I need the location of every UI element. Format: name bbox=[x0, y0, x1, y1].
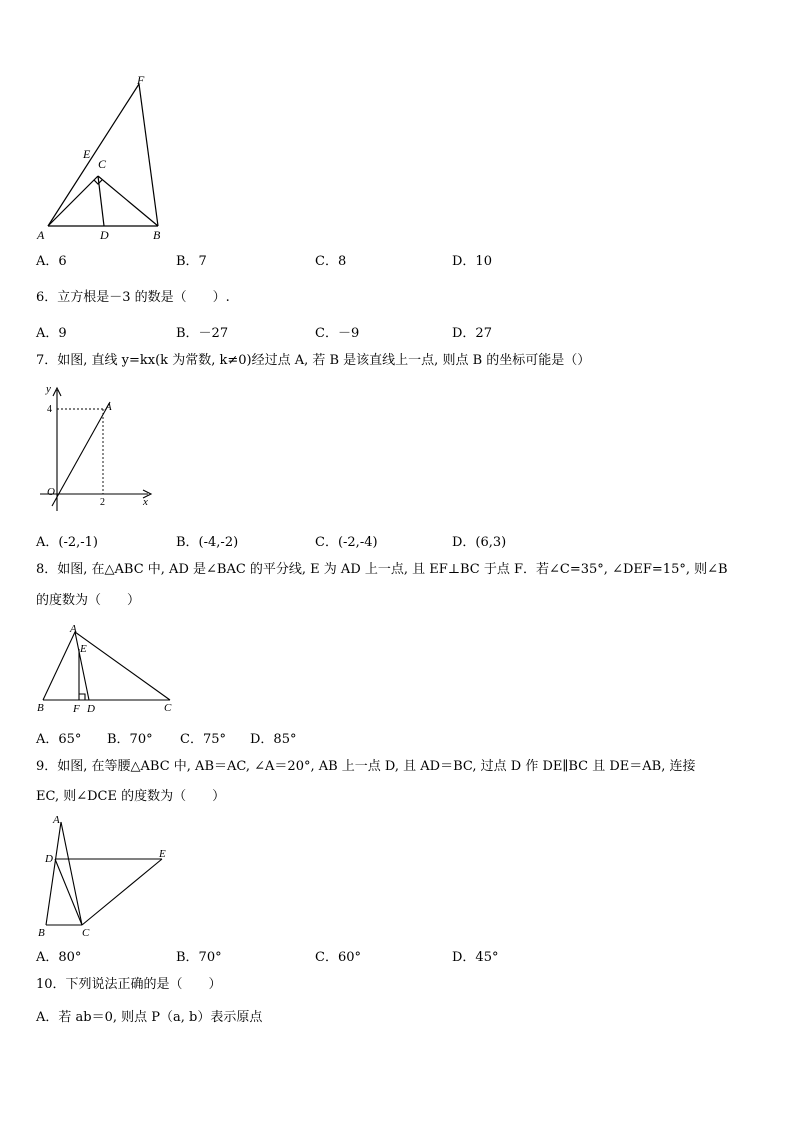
q8-option-a: A．65° bbox=[36, 732, 82, 747]
q5-label-B: B bbox=[153, 228, 161, 242]
q5-label-D: D bbox=[100, 228, 109, 242]
q5-option-a: A．6 bbox=[36, 254, 67, 269]
q8-question-line2: 的度数为（ ） bbox=[36, 593, 141, 608]
q7-option-c: C．(-2,-4) bbox=[315, 535, 378, 550]
q9-label-C: C bbox=[82, 927, 90, 939]
q8-option-d: D．85° bbox=[250, 732, 297, 747]
q9-label-E: E bbox=[159, 848, 166, 860]
q8-option-b: B．70° bbox=[107, 732, 153, 747]
q9-label-A: A bbox=[53, 814, 60, 826]
q6-option-b: B．－27 bbox=[176, 326, 229, 341]
q9-option-c: C．60° bbox=[315, 950, 361, 965]
q9-figure bbox=[30, 810, 180, 940]
q5-option-d: D．10 bbox=[452, 254, 492, 269]
q9-label-B: B bbox=[38, 927, 45, 939]
q9-option-a: A．80° bbox=[36, 950, 82, 965]
q7-label-O: O bbox=[47, 486, 55, 498]
q7-option-d: D．(6,3) bbox=[452, 535, 507, 550]
q7-label-A: A bbox=[105, 401, 112, 413]
q7-label-x: x bbox=[143, 496, 148, 508]
q8-label-C: C bbox=[164, 702, 172, 714]
q8-label-D: D bbox=[87, 703, 95, 715]
q8-question-line1: 8．如图, 在△ABC 中, AD 是∠BAC 的平分线, E 为 AD 上一点, 且 EF⊥BC 于点 F．若∠C=35°, ∠DEF=15°, 则∠B bbox=[36, 562, 728, 577]
q5-option-c: C．8 bbox=[315, 254, 347, 269]
q9-option-b: B．70° bbox=[176, 950, 222, 965]
q8-option-c: C．75° bbox=[180, 732, 226, 747]
q10-question: 10．下列说法正确的是（ ） bbox=[36, 977, 222, 992]
q6-option-c: C．－9 bbox=[315, 326, 360, 341]
q9-question-line2: EC, 则∠DCE 的度数为（ ） bbox=[36, 789, 226, 804]
q9-option-d: D．45° bbox=[452, 950, 499, 965]
q9-question-line1: 9．如图, 在等腰△ABC 中, AB＝AC, ∠A＝20°, AB 上一点 D, 且 AD＝BC, 过点 D 作 DE∥BC 且 DE＝AB, 连接 bbox=[36, 759, 696, 774]
q7-figure bbox=[30, 378, 160, 513]
q8-label-A: A bbox=[70, 623, 77, 635]
q7-tick-2: 2 bbox=[100, 497, 105, 508]
q8-label-B: B bbox=[37, 702, 44, 714]
q8-label-F: F bbox=[73, 703, 80, 715]
q5-label-F: F bbox=[137, 73, 145, 87]
q6-option-d: D．27 bbox=[452, 326, 492, 341]
q7-label-y: y bbox=[46, 383, 51, 395]
q6-question: 6．立方根是－3 的数是（ ）. bbox=[36, 290, 230, 305]
q5-label-C: C bbox=[98, 157, 107, 171]
q8-figure bbox=[30, 620, 180, 715]
q10-option-a: A．若 ab＝0, 则点 P（a, b）表示原点 bbox=[36, 1010, 263, 1025]
q6-option-a: A．9 bbox=[36, 326, 67, 341]
q5-label-A: A bbox=[37, 228, 45, 242]
q7-option-a: A．(-2,-1) bbox=[36, 535, 98, 550]
q8-label-E: E bbox=[80, 643, 87, 655]
q7-option-b: B．(-4,-2) bbox=[176, 535, 239, 550]
q7-question: 7．如图, 直线 y=kx(k 为常数, k≠0)经过点 A, 若 B 是该直线上一点, 则点 B 的坐标可能是（） bbox=[36, 353, 591, 368]
q5-label-E: E bbox=[83, 147, 91, 161]
q5-option-b: B．7 bbox=[176, 254, 207, 269]
q7-tick-4: 4 bbox=[47, 404, 52, 415]
q9-label-D: D bbox=[45, 853, 53, 865]
q5-figure bbox=[30, 70, 180, 245]
